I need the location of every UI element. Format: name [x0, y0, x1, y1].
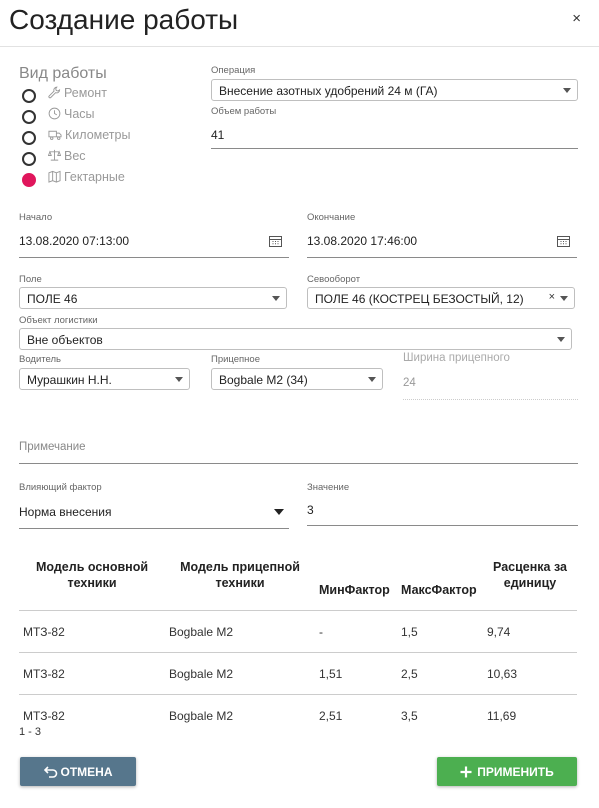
work-type-title: Вид работы	[19, 65, 107, 82]
note-input[interactable]: Примечание	[19, 441, 86, 453]
column-header[interactable]: МаксФактор	[401, 583, 477, 597]
calendar-icon[interactable]	[557, 235, 570, 247]
clock-icon	[48, 107, 61, 120]
calendar-icon[interactable]	[269, 235, 282, 247]
table-row[interactable]	[19, 695, 577, 737]
apply-button[interactable]	[437, 757, 577, 786]
driver-value: Мурашкин Н.Н.	[27, 373, 112, 387]
column-header[interactable]: МинФактор	[319, 583, 390, 597]
chevron-down-icon	[272, 296, 280, 301]
trailer-width-underline	[403, 399, 578, 400]
factor-underline	[19, 528, 289, 529]
map-icon	[48, 170, 61, 183]
operation-label: Операция	[211, 65, 256, 76]
start-input[interactable]: 13.08.2020 07:13:00	[19, 234, 130, 248]
cancel-button[interactable]	[20, 757, 136, 786]
chevron-down-icon	[557, 337, 565, 342]
table-cell: 1,5	[397, 611, 483, 653]
factor-select[interactable]: Норма внесения	[19, 505, 112, 519]
radio-label-hectares: Гектарные	[64, 170, 125, 184]
volume-input[interactable]: 41	[211, 128, 225, 142]
logistics-value: Вне объектов	[27, 333, 103, 347]
start-label: Начало	[19, 212, 53, 223]
volume-underline	[211, 148, 578, 149]
radio-weight[interactable]	[22, 152, 36, 166]
field-value: ПОЛЕ 46	[27, 292, 78, 306]
radio-label-weight: Вес	[64, 149, 86, 163]
logistics-label: Объект логистики	[19, 315, 98, 326]
trailer-width-label: Ширина прицепного	[403, 352, 510, 364]
chevron-down-icon	[175, 377, 183, 382]
radio-repair[interactable]	[22, 89, 36, 103]
radio-option-hectares[interactable]	[48, 170, 125, 184]
operation-select[interactable]	[211, 79, 578, 101]
trailer-value: Bogbale M2 (34)	[219, 373, 308, 387]
chevron-down-icon	[368, 377, 376, 382]
undo-icon	[44, 766, 58, 778]
table-cell: Bogbale M2	[165, 653, 315, 695]
table-cell: 1,51	[315, 653, 397, 695]
factor-value-input[interactable]: 3	[307, 503, 314, 517]
dialog-title: Создание работы	[9, 4, 239, 35]
radio-label-kilometers: Километры	[65, 128, 131, 142]
factor-value-underline	[307, 525, 578, 526]
table-cell: МТЗ-82	[19, 611, 165, 653]
apply-label: ПРИМЕНИТЬ	[477, 764, 554, 779]
radio-label-hours: Часы	[64, 107, 95, 121]
table-cell: 2,51	[315, 695, 397, 737]
table-cell: 2,5	[397, 653, 483, 695]
radio-hectares[interactable]	[22, 173, 36, 187]
radio-option-hours[interactable]	[48, 107, 95, 121]
table-cell: МТЗ-82	[19, 695, 165, 737]
factor-value-label: Значение	[307, 482, 350, 493]
field-select[interactable]	[19, 287, 287, 309]
chevron-down-icon	[560, 296, 568, 301]
logistics-select[interactable]	[19, 328, 572, 350]
volume-label: Объем работы	[211, 106, 277, 117]
column-header[interactable]: Модель прицепной техники	[180, 560, 300, 590]
trailer-label: Прицепное	[211, 354, 260, 365]
driver-label: Водитель	[19, 354, 61, 365]
clear-icon[interactable]: ×	[548, 291, 555, 303]
radio-label-repair: Ремонт	[64, 86, 107, 100]
radio-option-kilometers[interactable]	[48, 128, 130, 142]
cancel-label: ОТМЕНА	[60, 764, 113, 779]
table-cell: 3,5	[397, 695, 483, 737]
caret-down-icon[interactable]	[274, 509, 284, 515]
scale-icon	[48, 149, 61, 162]
chevron-down-icon	[563, 88, 571, 93]
trailer-width-value: 24	[403, 377, 416, 389]
close-icon[interactable]: ×	[572, 10, 581, 27]
table-cell: 10,63	[483, 653, 577, 695]
field-label: Поле	[19, 274, 42, 285]
table-header-row	[19, 540, 577, 611]
radio-kilometers[interactable]	[22, 131, 36, 145]
crop-rotation-value: ПОЛЕ 46 (КОСТРЕЦ БЕЗОСТЫЙ, 12)	[315, 292, 524, 306]
table-cell: Bogbale M2	[165, 695, 315, 737]
truck-icon	[48, 128, 62, 141]
pager-info: 1 - 3	[19, 726, 42, 738]
radio-option-weight[interactable]	[48, 149, 86, 163]
radio-hours[interactable]	[22, 110, 36, 124]
factor-label: Влияющий фактор	[19, 482, 102, 493]
rates-table	[19, 540, 577, 736]
table-cell: Bogbale M2	[165, 611, 315, 653]
wrench-icon	[48, 86, 61, 99]
column-header[interactable]: Модель основной техники	[35, 560, 149, 590]
table-row[interactable]	[19, 653, 577, 695]
start-underline	[19, 257, 289, 258]
operation-value: Внесение азотных удобрений 24 м (ГА)	[219, 84, 438, 98]
radio-option-repair[interactable]	[48, 86, 107, 100]
plus-icon	[460, 766, 472, 778]
crop-rotation-label: Севооборот	[307, 274, 361, 285]
dialog-header	[0, 0, 599, 47]
column-header[interactable]: Расценка за единицу	[493, 560, 567, 590]
end-label: Окончание	[307, 212, 356, 223]
end-input[interactable]: 13.08.2020 17:46:00	[307, 234, 418, 248]
table-row[interactable]	[19, 611, 577, 653]
driver-select[interactable]	[19, 368, 190, 390]
table-cell: 9,74	[483, 611, 577, 653]
table-cell: МТЗ-82	[19, 653, 165, 695]
end-underline	[307, 257, 577, 258]
crop-rotation-select[interactable]	[307, 287, 575, 309]
trailer-select[interactable]	[211, 368, 383, 390]
table-cell: 11,69	[483, 695, 577, 737]
table-cell: -	[315, 611, 397, 653]
note-underline	[19, 463, 578, 464]
